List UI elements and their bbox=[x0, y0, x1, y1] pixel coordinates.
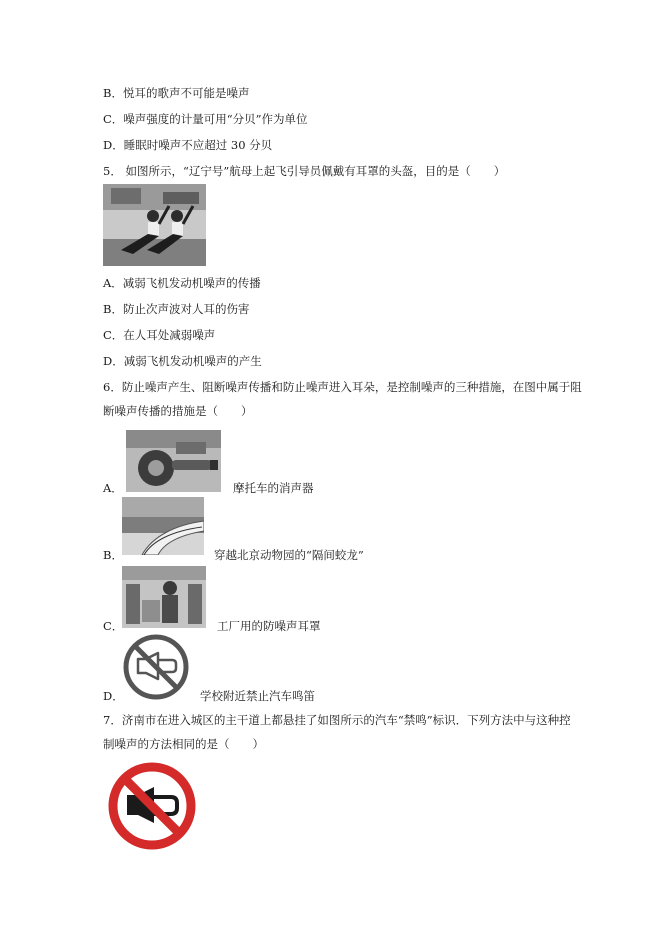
q4-option-d: D．睡眠时噪声不应超过 30 分贝 bbox=[103, 138, 273, 152]
q7-no-honking-sign bbox=[107, 761, 197, 851]
q5-option-c: C．在人耳处减弱噪声 bbox=[103, 328, 216, 342]
q6-option-a-caption: 摩托车的消声器 bbox=[233, 481, 314, 495]
q4-option-c: C．噪声强度的计量可用“分贝”作为单位 bbox=[103, 112, 308, 126]
q6-option-c-photo bbox=[122, 566, 206, 628]
q6-stem-line2: 断噪声传播的措施是（ ） bbox=[103, 404, 253, 418]
q5-option-d: D．减弱飞机发动机噪声的产生 bbox=[103, 354, 262, 368]
q6-stem-line1: 6．防止噪声产生、阻断噪声传播和防止噪声进入耳朵，是控制噪声的三种措施，在图中属于阻 bbox=[103, 380, 582, 394]
q6-option-d-caption: 学校附近禁止汽车鸣笛 bbox=[200, 689, 315, 703]
q5-carrier-crew-photo bbox=[103, 184, 206, 266]
q6-option-c-letter: C． bbox=[103, 619, 124, 633]
q6-option-d-no-horn-sign bbox=[122, 633, 190, 701]
q5-option-b: B．防止次声波对人耳的伤害 bbox=[103, 302, 250, 316]
q6-option-d-letter: D． bbox=[103, 689, 124, 703]
q6-option-c-caption: 工厂用的防噪声耳罩 bbox=[217, 619, 321, 633]
q6-option-b-photo bbox=[122, 497, 204, 555]
q4-option-b: B．悦耳的歌声不可能是噪声 bbox=[103, 86, 250, 100]
q5-stem: 5． 如图所示，“辽宁号”航母上起飞引导员佩戴有耳罩的头盔，目的是（ ） bbox=[103, 164, 506, 178]
q6-option-a-letter: A． bbox=[103, 481, 123, 495]
q7-stem-line1: 7．济南市在进入城区的主干道上都悬挂了如图所示的汽车“禁鸣”标识．下列方法中与这种控 bbox=[103, 713, 571, 727]
q5-option-a: A．减弱飞机发动机噪声的传播 bbox=[103, 276, 261, 290]
q6-option-a-photo bbox=[126, 430, 221, 492]
q7-stem-line2: 制噪声的方法相同的是（ ） bbox=[103, 737, 264, 751]
q6-option-b-caption: 穿越北京动物园的“隔间蛟龙” bbox=[214, 548, 364, 562]
q6-option-b-letter: B． bbox=[103, 548, 123, 562]
